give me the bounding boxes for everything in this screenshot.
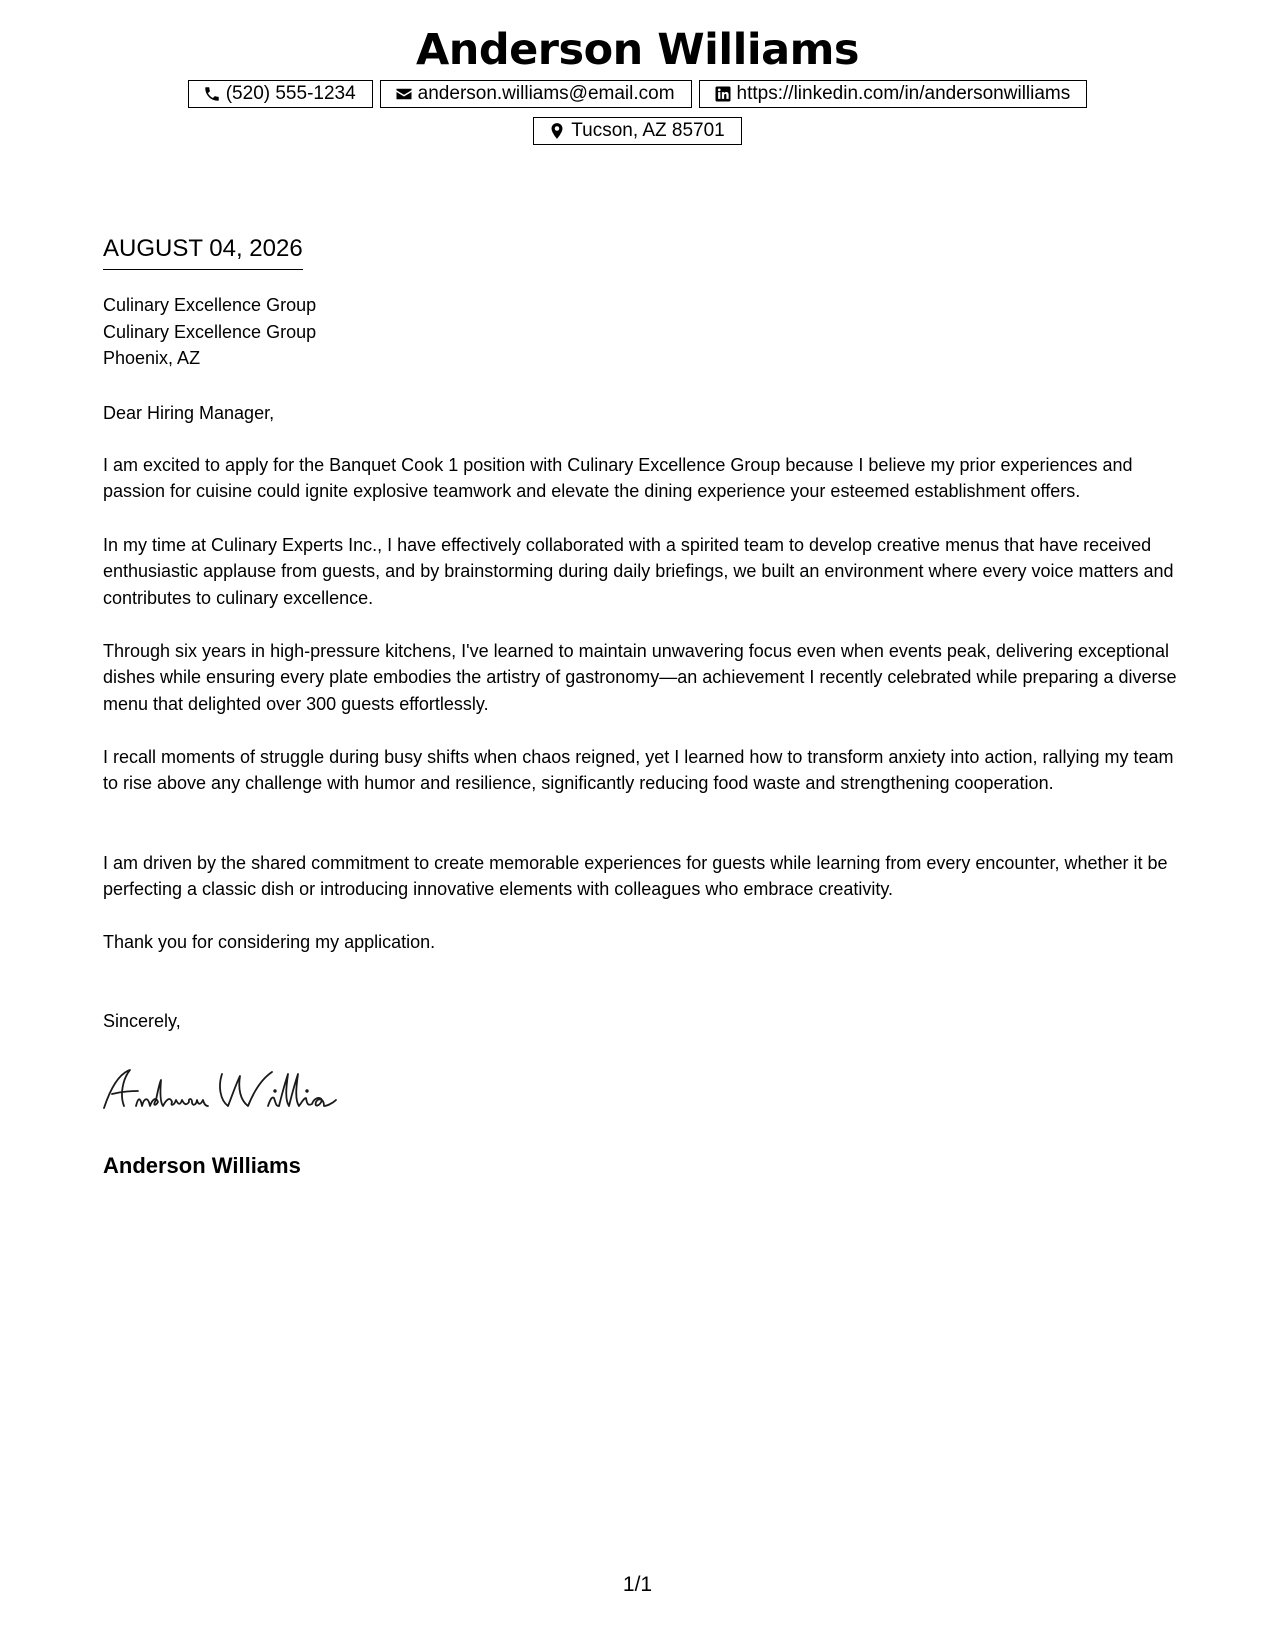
signature-image <box>100 1060 370 1120</box>
linkedin-chip[interactable] <box>699 80 1088 108</box>
envelope-icon <box>395 85 413 103</box>
body-paragraph: In my time at Culinary Experts Inc., I have effectively collaborated with a spirited team to develop creative menus that have received enthusiastic applause from guests, and by brainstorming during daily briefings, we built an environment where every voice matters and contributes to culinary excellence. <box>103 535 1174 608</box>
contact-row-location <box>0 117 1275 145</box>
thank-you-line: Thank you for considering my application. <box>103 932 436 952</box>
map-pin-icon <box>548 122 566 140</box>
linkedin-icon <box>714 85 732 103</box>
email-chip[interactable] <box>380 80 692 108</box>
body-paragraph: I am driven by the shared commitment to create memorable experiences for guests while learning from every encounter, whether it be perfecting a classic dish or introducing innovative elements with colleagues who embrace creativity. <box>103 853 1168 900</box>
letter-date: AUGUST 04, 2026 <box>103 234 303 270</box>
body-paragraph: I am excited to apply for the Banquet Cook 1 position with Culinary Excellence Group because I believe my prior experiences and passion for cuisine could ignite explosive teamwork and elevate the dining experience your esteemed establishment offers. <box>103 455 1133 502</box>
email-link[interactable]: anderson.williams@email.com <box>417 83 675 104</box>
location-text: Tucson, AZ 85701 <box>571 120 725 141</box>
applicant-name: Anderson Williams <box>415 25 860 75</box>
contact-row <box>0 80 1275 108</box>
signed-name: Anderson Williams <box>103 1153 301 1178</box>
phone-icon <box>203 85 221 103</box>
page-number: 1/1 <box>622 1573 653 1596</box>
phone-chip <box>188 80 373 108</box>
salutation: Dear Hiring Manager, <box>103 403 275 423</box>
location-chip <box>533 117 742 145</box>
recipient-line: Culinary Excellence Group <box>103 321 317 342</box>
recipient-line: Culinary Excellence Group <box>103 295 317 315</box>
phone-text: (520) 555-1234 <box>225 83 356 104</box>
recipient-line: Phoenix, AZ <box>103 348 201 368</box>
body-paragraph: I recall moments of struggle during busy shifts when chaos reigned, yet I learned how to transform anxiety into action, rallying my team to rise above any challenge with humor and resilience, significantly reducing food waste and strengthening cooperation. <box>103 747 1174 794</box>
closing: Sincerely, <box>103 1011 181 1031</box>
body-paragraph: Through six years in high-pressure kitchens, I've learned to maintain unwavering focus even when events peak, delivering exceptional dishes while ensuring every plate embodies the artistry of gastronomy—an achievement I recently celebrated while preparing a diverse menu that delighted over 300 guests effortlessly. <box>103 641 1177 714</box>
recipient-block <box>103 292 1183 372</box>
linkedin-link[interactable]: https://linkedin.com/in/andersonwilliams <box>736 83 1071 104</box>
